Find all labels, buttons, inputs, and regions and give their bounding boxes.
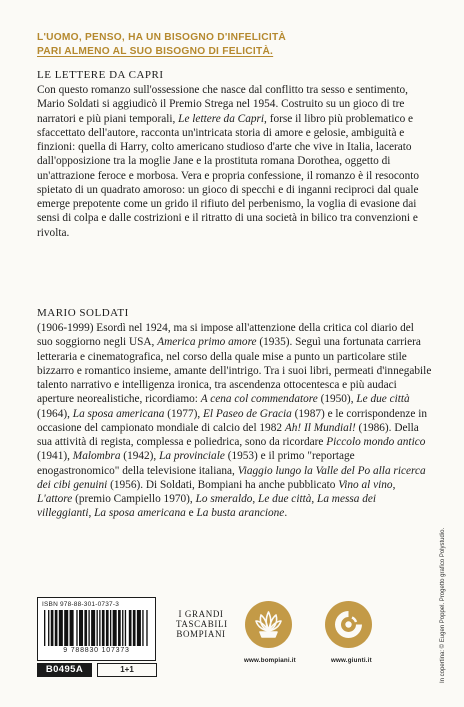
series-line-3: BOMPIANI bbox=[176, 629, 226, 639]
barcode-box bbox=[37, 597, 156, 661]
series-line-2: TASCABILI bbox=[176, 619, 228, 629]
barcode-digits: 9 788830 107373 bbox=[63, 647, 130, 654]
book-description: Con questo romanzo sull'ossessione che nasce dal conflitto tra sesso e sentimento, Mario Soldati si aggiudicò il Premio Strega nel 1954. Costruito su un gioco di tre narratori e più piani temporali, Le lettere da Capri, forse il libro più problematico e sfaccettato dell'autore, racconta un'intricata storia di amore e gelosie, ambiguità e finzioni: quella di Harry, colto americano studioso d'arte che vive in Italia, lacerato dall'opposizione tra la moglie Jane e la prostituta romana Dorothea, oggetto di un'attrazione feroce e morbosa. Vera e propria confessione, il romanzo è il resoconto spietato di un quadrato amoroso: un gioco di specchi e di inganni reciproci dal quale emerge prepotente come un grido il rifiuto del perbenismo, la voglia di evasione dai sensi di colpa e dalle costrizioni e il ritratto di una società in bilico tra convenzioni e rivolta. bbox=[37, 84, 420, 239]
barcode-bars bbox=[44, 610, 149, 646]
series-name bbox=[176, 609, 226, 639]
tagline-line-1: L'UOMO, PENSO, HA UN BISOGNO D'INFELICITÀ bbox=[37, 32, 287, 43]
book-title: LE LETTERE DA CAPRI bbox=[37, 69, 164, 81]
bompiani-logo bbox=[245, 601, 292, 648]
flower-logo-icon bbox=[245, 601, 292, 648]
author-name: MARIO SOLDATI bbox=[37, 307, 129, 319]
product-code: B0495A bbox=[37, 663, 92, 677]
bompiani-url: www.bompiani.it bbox=[244, 657, 296, 664]
swirl-logo-icon bbox=[325, 601, 372, 648]
giunti-logo bbox=[325, 601, 372, 648]
tagline bbox=[37, 31, 407, 59]
giunti-url: www.giunti.it bbox=[331, 657, 372, 664]
isbn-label: ISBN 978-88-301-0737-3 bbox=[42, 601, 120, 608]
tagline-line-2: PARI ALMENO AL SUO BISOGNO DI FELICITÀ. bbox=[37, 46, 274, 57]
series-line-1: I GRANDI bbox=[178, 609, 224, 619]
print-ratio: 1+1 bbox=[97, 663, 157, 677]
cover-credit: In copertina: © Eugen Poppel. Progetto grafico Polystudio. bbox=[440, 527, 446, 683]
author-biography: (1906-1999) Esordì nel 1924, ma si impose all'attenzione della critica col diario del suo soggiorno negli USA, America primo amore (1935). Seguì una fortunata carriera letteraria e cinematografica, nel corso della quale mise a punto un particolare stile bizzarro e romantico insieme, amante dell'intrigo. Tra i suoi libri, permeati d'innegabile talento narrativo e intelligenza ironica, tra ascendenza ottocentesca e più audaci aperture neorealistiche, ricordiamo: A cena col commendatore (1950), Le due città (1964), La sposa americana (1977), El Paseo de Gracia (1987) e le corrispondenze in occasione del campionato mondiale di calcio del 1982 Ah! Il Mundial! (1986). Della sua attività di regista, complessa e poliedrica, sono da ricordare Piccolo mondo antico (1941), Malombra (1942), La provinciale (1953) e il primo "reportage enogastronomico" della televisione italiana, Viaggio lungo la Valle del Po alla ricerca dei cibi genuini (1956). Di Soldati, Bompiani ha anche pubblicato Vino al vino, L'attore (premio Campiello 1970), Lo smeraldo, Le due città, La messa dei villeggianti, La sposa americana e La busta arancione. bbox=[37, 322, 432, 520]
code-row bbox=[37, 663, 156, 677]
